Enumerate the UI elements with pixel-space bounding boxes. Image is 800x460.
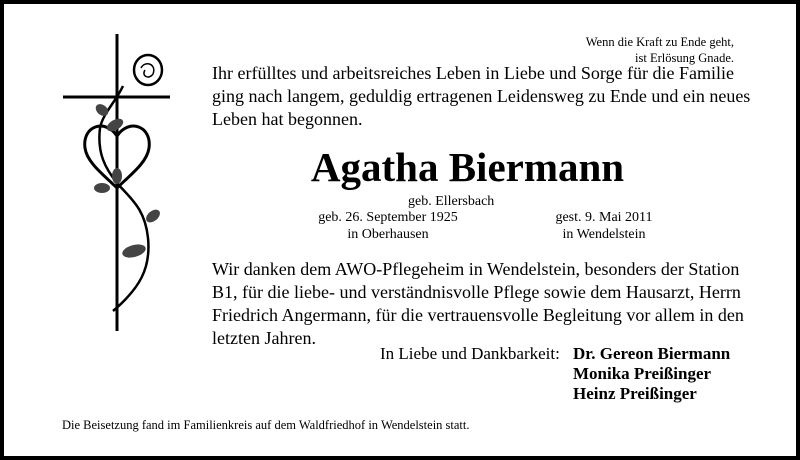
birth-info bbox=[310, 209, 466, 243]
signers bbox=[573, 344, 730, 404]
birth-date: geb. 26. September 1925 bbox=[318, 210, 458, 225]
intro-line: Ihr erfülltes und arbeitsreiches Leben in Liebe und Sorge für die Familie bbox=[212, 63, 734, 83]
intro-line: ging nach langem, geduldig ertragenen Leidensweg zu Ende und ein neues bbox=[212, 86, 751, 106]
thanks-text bbox=[212, 258, 744, 350]
burial-note: Die Beisetzung fand im Familienkreis auf dem Waldfriedhof in Wendelstein statt. bbox=[62, 418, 470, 432]
thanks-line: B1, für die liebe- und verständnisvolle Pflege sowie dem Hausarzt, Herrn bbox=[212, 282, 741, 302]
motto-line: Wenn die Kraft zu Ende geht, bbox=[585, 35, 734, 49]
birth-place: in Oberhausen bbox=[347, 227, 429, 242]
signer: Monika Preißinger bbox=[573, 364, 712, 383]
signer: Heinz Preißinger bbox=[573, 384, 697, 403]
death-place: in Wendelstein bbox=[562, 227, 646, 242]
thanks-line: Friedrich Angermann, für die vertrauensvolle Begleitung vor allem in den bbox=[212, 305, 744, 325]
intro-line: Leben hat begonnen. bbox=[212, 109, 363, 129]
thanks-line: Wir danken dem AWO-Pflegeheim in Wendelstein, besonders der Station bbox=[212, 259, 740, 279]
maiden-name: geb. Ellersbach bbox=[408, 194, 495, 209]
signer: Dr. Gereon Biermann bbox=[573, 344, 731, 363]
death-date: gest. 9. Mai 2011 bbox=[555, 210, 653, 225]
thanks-line: letzten Jahren. bbox=[212, 328, 316, 348]
motto-line: ist Erlösung Gnade. bbox=[635, 51, 734, 65]
intro-text bbox=[212, 62, 750, 131]
death-info bbox=[546, 209, 662, 243]
deceased-name: Agatha Biermann bbox=[310, 144, 625, 190]
signoff: In Liebe und Dankbarkeit: bbox=[380, 344, 560, 363]
